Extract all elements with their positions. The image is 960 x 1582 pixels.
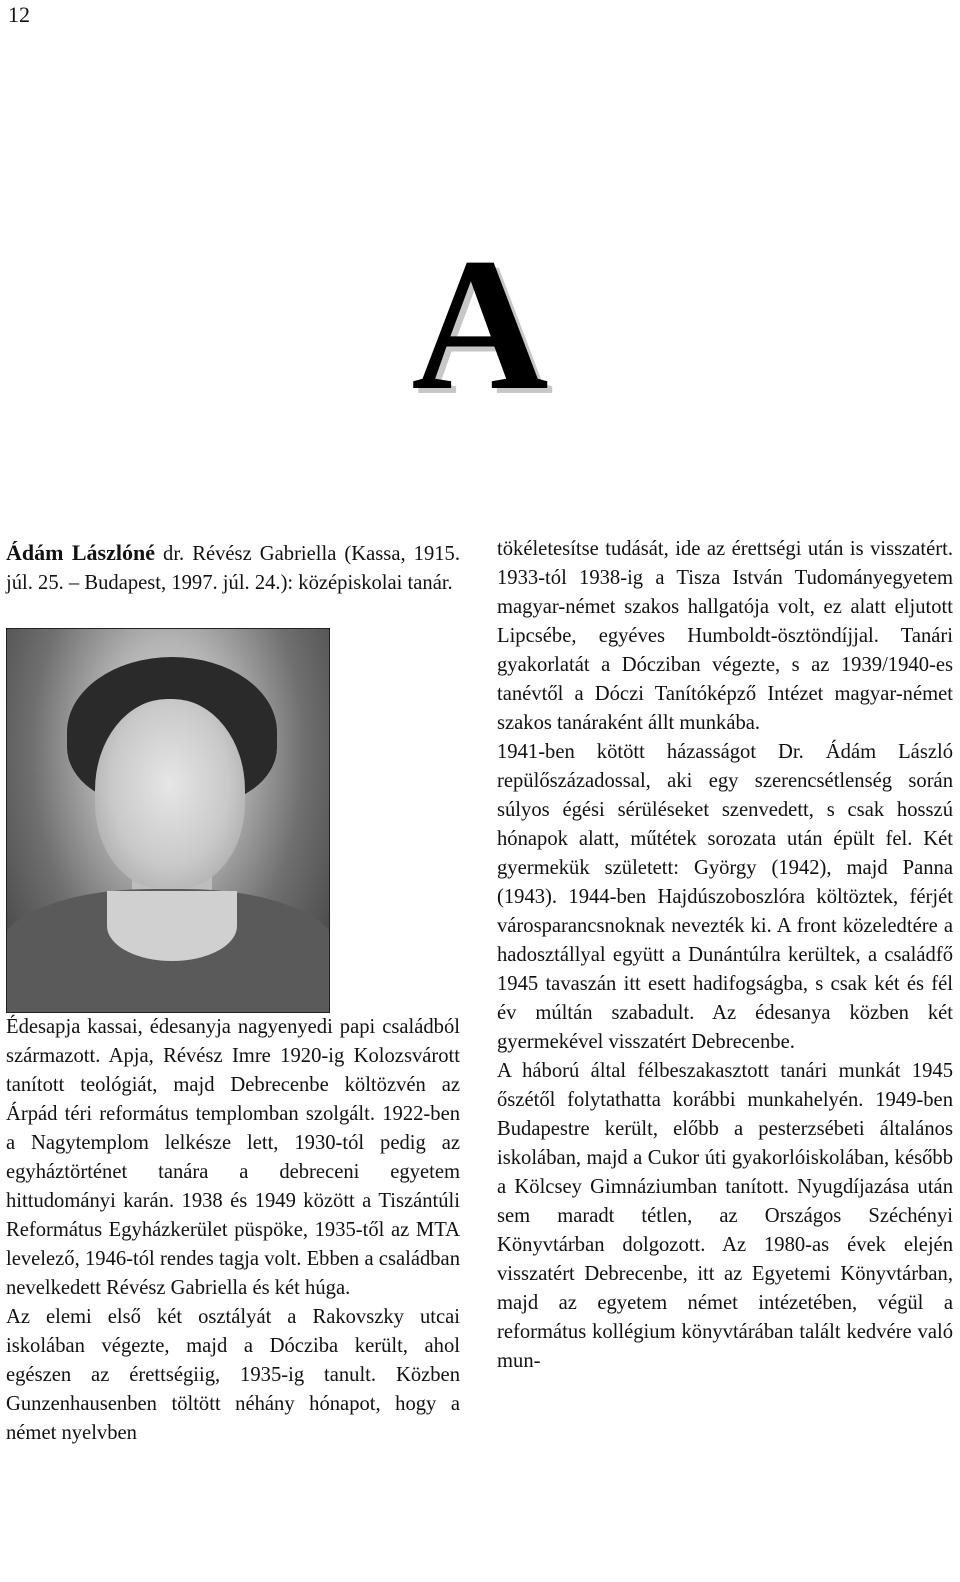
portrait-face [95,699,245,889]
entry-heading [6,538,460,598]
portrait-collar [107,891,237,961]
section-letter: A [411,220,549,430]
portrait-photo [6,628,330,1013]
page-number: 12 [8,2,30,27]
left-column [6,538,460,1448]
paragraph: tökéletesítse tudását, ide az érettségi után is visszatért. 1933-tól 1938-ig a Tisza István Tudományegyetem magyar-német szakos hallgatója volt, ez alatt eljutott Lipcsébe, egyéves Humboldt-ösztöndíjjal. Tanári gyakorlatát a Dócziban végezte, s az 1939/1940-es tanévtől a Dóczi Tanítóképző Intézet magyar-német szakos tanáraként állt munkába. [497,538,953,734]
paragraph: A háború által félbeszakasztott tanári munkát 1945 őszétől folytathatta korábbi munkahelyén. 1949-ben Budapestre került, előbb a pesterzsébeti általános iskolában, majd a Cukor úti gyakorlóiskolában, később a Kölcsey Gimnáziumban tanított. Nyugdíjazása után sem maradt tétlen, az Országos Széchényi Könyvtárban dolgozott. Az 1980-as évek elején visszatért Debrecenbe, itt az Egyetemi Könyvtárban, majd az egyetem német intézetében, végül a református kollégium könyvtárában talált kedvére való mun- [497,1060,953,1372]
paragraph: Az elemi első két osztályát a Rakovszky utcai iskolában végezte, majd a Dócziba került, ahol egészen az érettségiig, 1935-ig tanult. Közben Gunzenhausenben töltött néhány hónapot, hogy a német nyelvben [6,1306,460,1444]
paragraph: 1941-ben kötött házasságot Dr. Ádám László repülőszázadossal, aki egy szerencsétlenség során súlyos égési sérüléseket szenvedett, s csak hosszú hónapok alatt, műtétek sorozata után épült fel. Két gyermekük született: György (1942), majd Panna (1943). 1944-ben Hajdúszoboszlóra költöztek, férjét városparancsnoknak nevezték ki. A front közeledtére a hadosztállyal együtt a Dunántúlra kerültek, a családfő 1945 tavaszán itt esett hadifogságba, s csak két és fél év múltán szabadult. Az édesanya közben két gyermekével visszatért Debrecenbe. [497,741,953,1053]
entry-details: dr. Révész Gabriella (Kassa, 1915. júl. 25. – Budapest, 1997. júl. 24.): középiskolai tanár. [6,543,461,594]
entry-name: Ádám Lászlóné [6,540,155,565]
paragraph: Édesapja kassai, édesanyja nagyenyedi papi családból származott. Apja, Révész Imre 1920-ig Kolozsvárott tanított teológiát, majd Debrecenbe költözvén az Árpád téri református templomban szolgált. 1922-ben a Nagytemplom lelkésze lett, 1930-tól pedig az egyháztörténet tanára a debreceni egyetem hittudományi karán. 1938 és 1949 között a Tiszántúli Református Egyházkerület püspöke, 1935-től az MTA levelező, 1946-tól rendes tagja volt. Ebben a családban nevelkedett Révész Gabriella és két húga. [6,1016,460,1299]
right-column [497,535,953,1376]
